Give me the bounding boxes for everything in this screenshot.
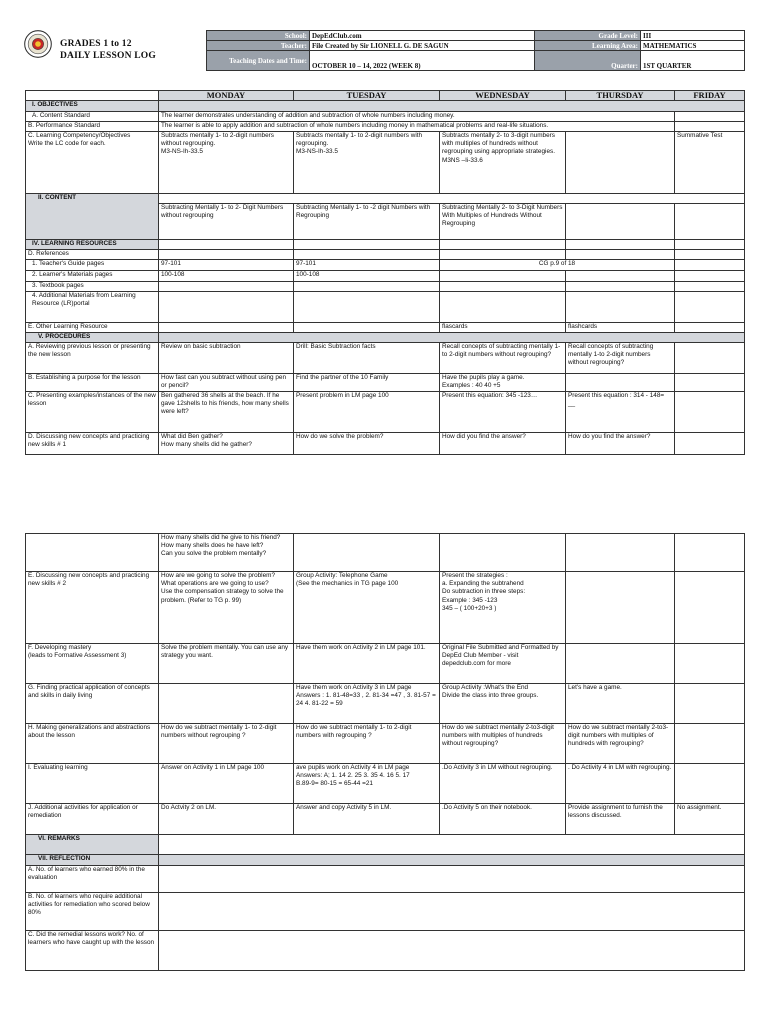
proc-a-label: A. Reviewing previous lesson or presenting the new lesson bbox=[26, 343, 159, 374]
empty-cell bbox=[675, 282, 745, 292]
proc-i-monday: Answer on Activity 1 in LM page 100 bbox=[159, 764, 294, 804]
content-heading: II. CONTENT bbox=[26, 194, 159, 240]
empty-cell bbox=[440, 271, 566, 282]
proc-g-thursday: Let's have a game. bbox=[566, 684, 675, 724]
proc-c-tuesday: Present problem in LM page 100 bbox=[294, 392, 440, 433]
day-header-monday: MONDAY bbox=[159, 91, 294, 101]
quarter-label: Quarter: bbox=[535, 51, 641, 71]
proc-d-label: D. Discussing new concepts and practicing new skills # 1 bbox=[26, 433, 159, 455]
empty-cell bbox=[294, 282, 440, 292]
day-header-wednesday: WEDNESDAY bbox=[440, 91, 566, 101]
empty-cell bbox=[675, 724, 745, 764]
reflection-a-field[interactable] bbox=[159, 866, 745, 893]
empty-cell bbox=[675, 392, 745, 433]
empty-cell bbox=[159, 282, 294, 292]
school-label: School: bbox=[207, 31, 310, 41]
reflection-a-label: A. No. of learners who earned 80% in the evaluation bbox=[26, 866, 159, 893]
teacher-label: Teacher: bbox=[207, 41, 310, 51]
competency-monday: Subtracts mentally 1- to 2-digit numbers without regrouping. M3-NS-Ih-33.5 bbox=[159, 132, 294, 194]
reflection-b-field[interactable] bbox=[159, 893, 745, 931]
content-wednesday: Subtracting Mentally 2- to 3-Digit Numbers With Multiples of Hundreds Without Regrouping bbox=[440, 204, 566, 240]
references-label: D. References bbox=[26, 250, 159, 260]
remarks-field[interactable] bbox=[159, 835, 745, 855]
empty-cell bbox=[566, 250, 675, 260]
reflection-c-field[interactable] bbox=[159, 931, 745, 971]
proc-d-continued-monday: How many shells did he give to his friend? How many shells does he have left? Can you solve the problem mentally? bbox=[159, 534, 294, 572]
teacher-value: File Created by Sir LIONELL G. DE SAGUN bbox=[310, 41, 535, 51]
empty-cell bbox=[440, 250, 566, 260]
proc-f-tuesday: Have them work on Activity 2 in LM page 101. bbox=[294, 644, 440, 684]
lesson-log-table-page1 bbox=[25, 90, 745, 455]
document-title bbox=[60, 38, 156, 62]
empty-cell bbox=[159, 684, 294, 724]
proc-h-tuesday: How do we subtract mentally 1- to 2-digit numbers with regrouping ? bbox=[294, 724, 440, 764]
proc-a-thursday: Recall concepts of subtracting mentally 1-to 2-digit numbers without regrouping? bbox=[566, 343, 675, 374]
teachers-guide-label: 1. Teacher's Guide pages bbox=[26, 260, 159, 271]
proc-g-wednesday: Group Activity :What's the End Divide the class into three groups. bbox=[440, 684, 566, 724]
school-value: DepEdClub.com bbox=[310, 31, 535, 41]
empty-cell bbox=[675, 764, 745, 804]
content-standard-text: The learner demonstrates understanding of addition and subtraction of whole numbers including money. bbox=[159, 112, 675, 122]
header-info-table bbox=[206, 30, 745, 71]
procedures-heading: V. PROCEDURES bbox=[26, 333, 159, 343]
empty-cell bbox=[294, 240, 440, 250]
empty-cell bbox=[566, 204, 675, 240]
empty-cell bbox=[675, 260, 745, 271]
empty-cell bbox=[566, 644, 675, 684]
objectives-band bbox=[159, 101, 745, 112]
empty-cell bbox=[566, 534, 675, 572]
empty-cell bbox=[675, 323, 745, 333]
proc-e-label: E. Discussing new concepts and practicing new skills # 2 bbox=[26, 572, 159, 644]
empty-cell bbox=[675, 684, 745, 724]
empty-cell bbox=[566, 282, 675, 292]
teaching-dates-value: OCTOBER 10 – 14, 2022 (WEEK 8) bbox=[310, 51, 535, 71]
proc-f-wednesday: Original File Submitted and Formatted by DepEd Club Member - visit depedclub.com for more bbox=[440, 644, 566, 684]
proc-g-label: G. Finding practical application of concepts and skills in daily living bbox=[26, 684, 159, 724]
proc-b-label: B. Establishing a purpose for the lesson bbox=[26, 374, 159, 392]
proc-g-tuesday: Have them work on Activity 3 in LM page Answers : 1. 81-48=33 , 2. 81-34 =47 , 3. 81-57 = 24 4. 81-22 = 59 bbox=[294, 684, 440, 724]
reflection-heading: VII. REFLECTION bbox=[26, 855, 159, 866]
proc-f-label: F. Developing mastery (leads to Formative Assessment 3) bbox=[26, 644, 159, 684]
competency-label: C. Learning Competency/Objectives Write the LC code for each. bbox=[26, 132, 159, 194]
proc-h-label: H. Making generalizations and abstractions about the lesson bbox=[26, 724, 159, 764]
proc-c-monday: Ben gathered 36 shells at the beach. If he gave 12shells to his friends, how many shells were left? bbox=[159, 392, 294, 433]
empty-cell bbox=[566, 572, 675, 644]
empty-cell bbox=[440, 292, 566, 323]
proc-i-label: I. Evaluating learning bbox=[26, 764, 159, 804]
learners-materials-monday: 100-108 bbox=[159, 271, 294, 282]
proc-e-wednesday: Present the strategies : a. Expanding the subtrahend Do subtraction in three steps: Example : 345 -123 345 – ( 100+20+3 ) bbox=[440, 572, 566, 644]
proc-a-monday: Review on basic subtraction bbox=[159, 343, 294, 374]
teachers-guide-tuesday: 97-101 bbox=[294, 260, 440, 271]
proc-j-tuesday: Answer and copy Activity 5 in LM. bbox=[294, 804, 440, 835]
teaching-dates-label: Teaching Dates and Time: bbox=[207, 51, 310, 71]
empty-cell bbox=[566, 292, 675, 323]
proc-e-tuesday: Group Activity: Telephone Game (See the mechanics in TG page 100 bbox=[294, 572, 440, 644]
competency-wednesday: Subtracts mentally 2- to 3-digit numbers with multiples of hundreds without regrouping using appropriate strategies. M3NS –Ii-33.6 bbox=[440, 132, 566, 194]
proc-j-label: J. Additional activities for application or remediation bbox=[26, 804, 159, 835]
proc-j-wednesday: .Do Activity 5 on their notebook. bbox=[440, 804, 566, 835]
competency-friday: Summative Test bbox=[675, 132, 745, 194]
quarter-value: 1ST QUARTER bbox=[641, 51, 745, 71]
competency-tuesday: Subtracts mentally 1- to 2-digit numbers with regrouping. M3-NS-Ih-33.5 bbox=[294, 132, 440, 194]
proc-d-thursday: How do you find the answer? bbox=[566, 433, 675, 455]
content-standard-label: A. Content Standard bbox=[26, 112, 159, 122]
reflection-band bbox=[159, 855, 745, 866]
procedures-band bbox=[159, 333, 745, 343]
learners-materials-tuesday: 100-108 bbox=[294, 271, 440, 282]
empty-cell bbox=[159, 194, 745, 204]
empty-cell bbox=[566, 374, 675, 392]
empty-cell bbox=[294, 323, 440, 333]
proc-h-monday: How do we subtract mentally 1- to 2-digit numbers without regrouping ? bbox=[159, 724, 294, 764]
empty-cell bbox=[675, 112, 745, 122]
day-header-tuesday: TUESDAY bbox=[294, 91, 440, 101]
performance-standard-label: B. Performance Standard bbox=[26, 122, 159, 132]
empty-cell bbox=[675, 122, 745, 132]
other-resources-label: E. Other Learning Resource bbox=[26, 323, 159, 333]
proc-h-wednesday: How do we subtract mentally 2-to3-digit numbers with multiples of hundreds without regrouping? bbox=[440, 724, 566, 764]
empty-cell bbox=[440, 282, 566, 292]
content-monday: Subtracting Mentally 1- to 2- Digit Numbers without regrouping bbox=[159, 204, 294, 240]
empty-cell bbox=[675, 572, 745, 644]
empty-cell bbox=[675, 534, 745, 572]
proc-j-monday: Do Actvity 2 on LM. bbox=[159, 804, 294, 835]
proc-f-monday: Solve the problem mentally. You can use any strategy you want. bbox=[159, 644, 294, 684]
proc-e-monday: How are we going to solve the problem? What operations are we going to use? Use the compensation strategy to solve the problem. (Refer to TG p. 99) bbox=[159, 572, 294, 644]
proc-j-thursday: Provide assignment to furnish the lessons discussed. bbox=[566, 804, 675, 835]
empty-cell bbox=[294, 534, 440, 572]
empty-cell bbox=[159, 323, 294, 333]
corner-cell bbox=[26, 91, 159, 101]
proc-a-wednesday: Recall concepts of subtracting mentally 1-to 2-digit numbers without regrouping? bbox=[440, 343, 566, 374]
empty-cell bbox=[159, 250, 294, 260]
proc-i-wednesday: .Do Activity 3 in LM without regrouping. bbox=[440, 764, 566, 804]
grade-level-value: III bbox=[641, 31, 745, 41]
proc-d-monday: What did Ben gather? How many shells did he gather? bbox=[159, 433, 294, 455]
empty-cell bbox=[159, 292, 294, 323]
proc-c-thursday: Present this equation : 314 - 148= __ bbox=[566, 392, 675, 433]
empty-cell bbox=[675, 644, 745, 684]
empty-cell bbox=[675, 250, 745, 260]
proc-b-tuesday: Find the partner of the 10 Family bbox=[294, 374, 440, 392]
teachers-guide-wednesday: CG p.9 of 18 bbox=[440, 260, 675, 271]
proc-i-thursday: . Do Activity 4 in LM with regrouping. bbox=[566, 764, 675, 804]
proc-d-wednesday: How did you find the answer? bbox=[440, 433, 566, 455]
empty-cell bbox=[159, 240, 294, 250]
other-resources-thursday: flashcards bbox=[566, 323, 675, 333]
empty-cell bbox=[675, 240, 745, 250]
textbook-label: 3. Textbook pages bbox=[26, 282, 159, 292]
empty-cell bbox=[675, 343, 745, 374]
proc-b-monday: How fast can you subtract without using pen or pencil? bbox=[159, 374, 294, 392]
proc-h-thursday: How do we subtract mentally 2-to3-digit numbers with multiples of hundreds with regrouping? bbox=[566, 724, 675, 764]
empty-cell bbox=[675, 204, 745, 240]
proc-c-label: C. Presenting examples/instances of the new lesson bbox=[26, 392, 159, 433]
other-resources-wednesday: flascards bbox=[440, 323, 566, 333]
empty-cell bbox=[294, 250, 440, 260]
proc-c-wednesday: Present this equation: 345 -123… bbox=[440, 392, 566, 433]
learning-area-label: Learning Area: bbox=[535, 41, 641, 51]
day-header-friday: FRIDAY bbox=[675, 91, 745, 101]
empty-cell bbox=[440, 534, 566, 572]
remarks-heading: VI. REMARKS bbox=[26, 835, 159, 855]
proc-a-tuesday: Drill: Basic Subtraction facts bbox=[294, 343, 440, 374]
title-line-1: GRADES 1 to 12 bbox=[60, 39, 132, 49]
content-tuesday: Subtracting Mentally 1- to -2 digit Numbers with Regrouping bbox=[294, 204, 440, 240]
proc-i-tuesday: ave pupils work on Activity 4 in LM page Answers: A; 1. 14 2. 25 3. 35 4. 16 5. 17 B.89-9= 80-15 = 65-44 =21 bbox=[294, 764, 440, 804]
empty-cell bbox=[294, 292, 440, 323]
reflection-b-label: B. No. of learners who require additional activities for remediation who scored below 80% bbox=[26, 893, 159, 931]
empty-cell bbox=[440, 240, 566, 250]
empty-cell bbox=[675, 292, 745, 323]
day-header-thursday: THURSDAY bbox=[566, 91, 675, 101]
empty-cell bbox=[566, 240, 675, 250]
proc-b-wednesday: Have the pupils play a game. Examples : 40 40 +5 bbox=[440, 374, 566, 392]
title-line-2: DAILY LESSON LOG bbox=[60, 51, 156, 61]
grade-level-label: Grade Level: bbox=[535, 31, 641, 41]
learning-area-value: MATHEMATICS bbox=[641, 41, 745, 51]
reflection-c-label: C. Did the remedial lessons work? No. of learners who have caught up with the lesson bbox=[26, 931, 159, 971]
learners-materials-label: 2. Learner's Materials pages bbox=[26, 271, 159, 282]
empty-cell bbox=[566, 271, 675, 282]
objectives-heading: I. OBJECTIVES bbox=[26, 101, 159, 112]
empty-cell bbox=[566, 132, 675, 194]
lesson-log-table-page2 bbox=[25, 533, 745, 971]
teachers-guide-monday: 97-101 bbox=[159, 260, 294, 271]
performance-standard-text: The learner is able to apply addition and subtraction of whole numbers including money in mathematical problems and real-life situations. bbox=[159, 122, 675, 132]
deped-seal-icon bbox=[24, 30, 52, 58]
empty-cell bbox=[675, 433, 745, 455]
proc-d-tuesday: How do we solve the problem? bbox=[294, 433, 440, 455]
empty-cell bbox=[26, 534, 159, 572]
empty-cell bbox=[675, 374, 745, 392]
proc-j-friday: No assignment. bbox=[675, 804, 745, 835]
empty-cell bbox=[675, 271, 745, 282]
additional-materials-label: 4. Additional Materials from Learning Resource (LR)portal bbox=[26, 292, 159, 323]
learning-resources-heading: IV. LEARNING RESOURCES bbox=[26, 240, 159, 250]
